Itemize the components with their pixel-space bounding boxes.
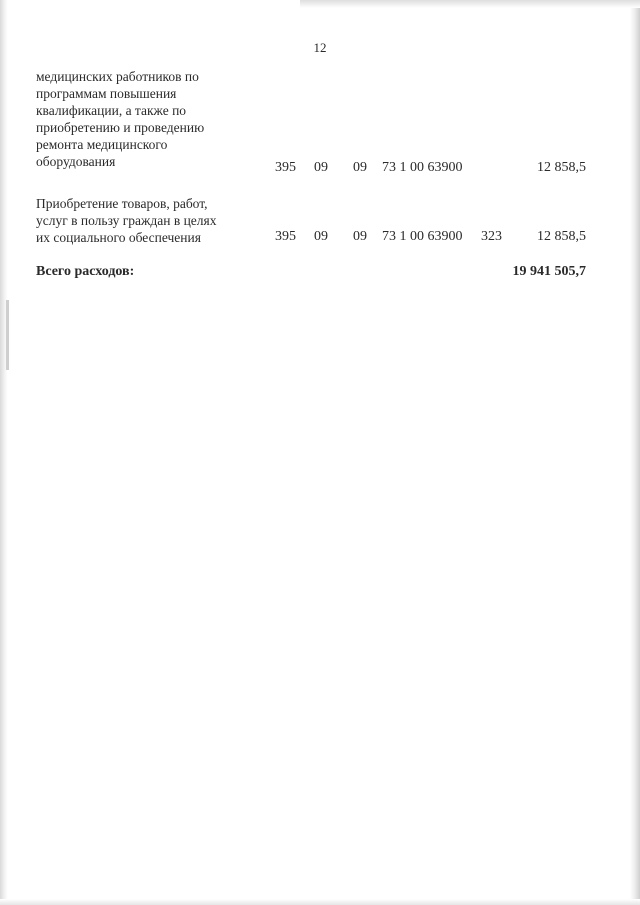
row-description bbox=[36, 195, 251, 246]
description-line: программам повышения bbox=[36, 86, 177, 101]
description-line: медицинских работников по bbox=[36, 69, 199, 84]
description-line: их социального обеспечения bbox=[36, 230, 201, 245]
amount: 12 858,5 bbox=[537, 229, 586, 244]
ved-code: 395 bbox=[275, 160, 296, 175]
description-line: оборудования bbox=[36, 154, 116, 169]
total-amount: 19 941 505,7 bbox=[512, 264, 586, 279]
subsection-code: 09 bbox=[353, 229, 367, 244]
scan-edge-left bbox=[0, 0, 8, 905]
description-line: ремонта медицинского bbox=[36, 137, 168, 152]
total-label: Всего расходов: bbox=[36, 264, 135, 279]
target-article-code: 73 1 00 63900 bbox=[382, 229, 463, 244]
description-line: Приобретение товаров, работ, bbox=[36, 196, 208, 211]
description-line: квалификации, а также по bbox=[36, 103, 187, 118]
section-code: 09 bbox=[314, 229, 328, 244]
scan-edge-bottom bbox=[0, 899, 640, 905]
description-line: услуг в пользу граждан в целях bbox=[36, 213, 217, 228]
expense-type-code: 323 bbox=[481, 229, 502, 244]
subsection-code: 09 bbox=[353, 160, 367, 175]
page-number: 12 bbox=[313, 40, 327, 55]
target-article-code: 73 1 00 63900 bbox=[382, 160, 463, 175]
ved-code: 395 bbox=[275, 229, 296, 244]
row-description bbox=[36, 68, 251, 170]
scan-edge-top bbox=[300, 0, 640, 8]
scan-edge-mark bbox=[6, 300, 9, 370]
section-code: 09 bbox=[314, 160, 328, 175]
description-line: приобретению и проведению bbox=[36, 120, 205, 135]
amount: 12 858,5 bbox=[537, 160, 586, 175]
scan-edge-right bbox=[630, 0, 640, 905]
